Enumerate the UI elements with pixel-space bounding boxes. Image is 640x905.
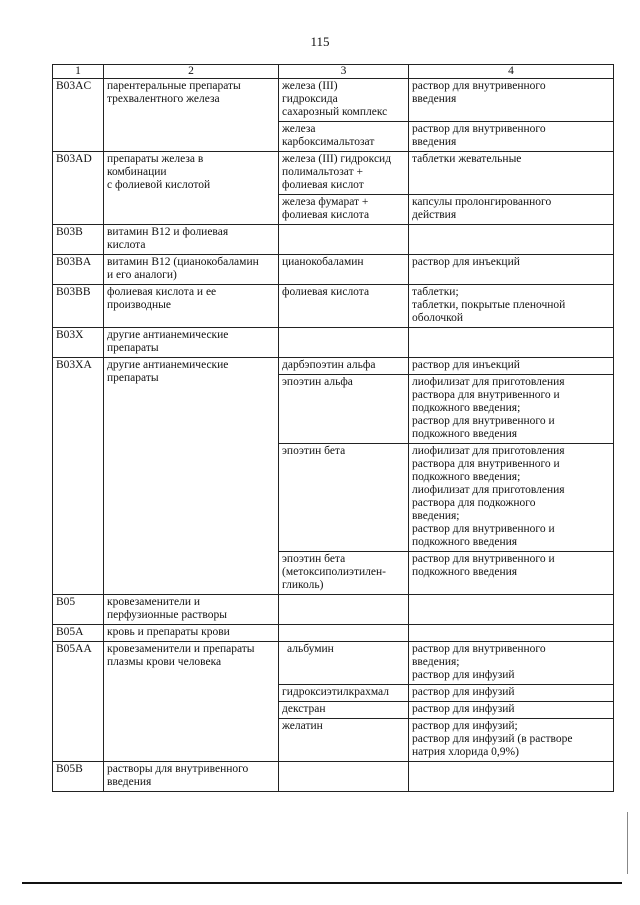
dosage-form: раствор для инъекций xyxy=(409,255,614,285)
drug-group: парентеральные препараты трехвалентного железа xyxy=(104,79,279,152)
dosage-form: раствор для инфузий xyxy=(409,702,614,719)
drug-table xyxy=(52,64,614,792)
drug-group: фолиевая кислота и ее производные xyxy=(104,285,279,328)
dosage-form: раствор для внутривенного введения; раствор для инфузий xyxy=(409,642,614,685)
drug-group: другие антианемические препараты xyxy=(104,328,279,358)
dosage-form: раствор для внутривенного и подкожного введения xyxy=(409,552,614,595)
dosage-form xyxy=(409,225,614,255)
dosage-form: лиофилизат для приготовления раствора для внутривенного и подкожного введения; раствор для внутривенного и подкожного введения xyxy=(409,375,614,444)
drug-name: железа (III) гидроксида сахарозный комплекс xyxy=(279,79,409,122)
dosage-form xyxy=(409,762,614,792)
drug-name xyxy=(279,762,409,792)
column-header: 4 xyxy=(409,65,614,79)
dosage-form xyxy=(409,625,614,642)
table-row xyxy=(53,762,614,792)
atc-code: B03XA xyxy=(53,358,104,595)
dosage-form: раствор для инфузий xyxy=(409,685,614,702)
drug-name: альбумин xyxy=(279,642,409,685)
page-number: 115 xyxy=(310,34,330,49)
table-row xyxy=(53,642,614,685)
dosage-form: капсулы пролонгированного действия xyxy=(409,195,614,225)
dosage-form: раствор для внутривенного введения xyxy=(409,122,614,152)
table-row xyxy=(53,255,614,285)
table-row xyxy=(53,328,614,358)
drug-group: препараты железа в комбинации с фолиевой кислотой xyxy=(104,152,279,225)
atc-code: B03AC xyxy=(53,79,104,152)
drug-name: дарбэпоэтин альфа xyxy=(279,358,409,375)
atc-code: B03X xyxy=(53,328,104,358)
drug-name: декстран xyxy=(279,702,409,719)
table-row xyxy=(53,152,614,195)
table-row xyxy=(53,625,614,642)
drug-group: другие антианемические препараты xyxy=(104,358,279,595)
drug-name xyxy=(279,225,409,255)
scan-edge-line xyxy=(627,812,628,874)
atc-code: B03BA xyxy=(53,255,104,285)
dosage-form: раствор для инфузий; раствор для инфузий (в растворе натрия хлорида 0,9%) xyxy=(409,719,614,762)
table-row xyxy=(53,595,614,625)
atc-code: B05AA xyxy=(53,642,104,762)
table-row xyxy=(53,358,614,375)
drug-name xyxy=(279,595,409,625)
column-header: 3 xyxy=(279,65,409,79)
column-header: 1 xyxy=(53,65,104,79)
table-row xyxy=(53,285,614,328)
atc-code: B03B xyxy=(53,225,104,255)
dosage-form xyxy=(409,595,614,625)
drug-name: цианокобаламин xyxy=(279,255,409,285)
atc-code: B05B xyxy=(53,762,104,792)
drug-name: желатин xyxy=(279,719,409,762)
atc-code: B05A xyxy=(53,625,104,642)
drug-name: гидроксиэтилкрахмал xyxy=(279,685,409,702)
dosage-form: таблетки жевательные xyxy=(409,152,614,195)
drug-group: растворы для внутривенного введения xyxy=(104,762,279,792)
drug-name: эпоэтин альфа xyxy=(279,375,409,444)
dosage-form: таблетки; таблетки, покрытые пленочной оболочкой xyxy=(409,285,614,328)
drug-group: кровезаменители и препараты плазмы крови человека xyxy=(104,642,279,762)
table-row xyxy=(53,79,614,122)
drug-name: железа (III) гидроксид полимальтозат + фолиевая кислот xyxy=(279,152,409,195)
drug-name: железа фумарат + фолиевая кислота xyxy=(279,195,409,225)
dosage-form xyxy=(409,328,614,358)
drug-group: витамин B12 и фолиевая кислота xyxy=(104,225,279,255)
dosage-form: раствор для внутривенного введения xyxy=(409,79,614,122)
drug-name: фолиевая кислота xyxy=(279,285,409,328)
table-row xyxy=(53,225,614,255)
drug-name xyxy=(279,328,409,358)
dosage-form: лиофилизат для приготовления раствора для внутривенного и подкожного введения; лиофилизат для приготовления раствора для подкожного введения; раствор для внутривенного и подкожного введения xyxy=(409,444,614,552)
drug-group: кровезаменители и перфузионные растворы xyxy=(104,595,279,625)
atc-code: B05 xyxy=(53,595,104,625)
drug-name xyxy=(279,625,409,642)
drug-group: кровь и препараты крови xyxy=(104,625,279,642)
column-header: 2 xyxy=(104,65,279,79)
drug-name: эпоэтин бета (метоксиполиэтилен- гликоль) xyxy=(279,552,409,595)
atc-code: B03BB xyxy=(53,285,104,328)
atc-code: B03AD xyxy=(53,152,104,225)
table-header-row xyxy=(53,65,614,79)
drug-name: эпоэтин бета xyxy=(279,444,409,552)
drug-name: железа карбоксимальтозат xyxy=(279,122,409,152)
drug-group: витамин B12 (цианокобаламин и его аналоги) xyxy=(104,255,279,285)
dosage-form: раствор для инъекций xyxy=(409,358,614,375)
scan-bottom-line xyxy=(22,882,622,884)
